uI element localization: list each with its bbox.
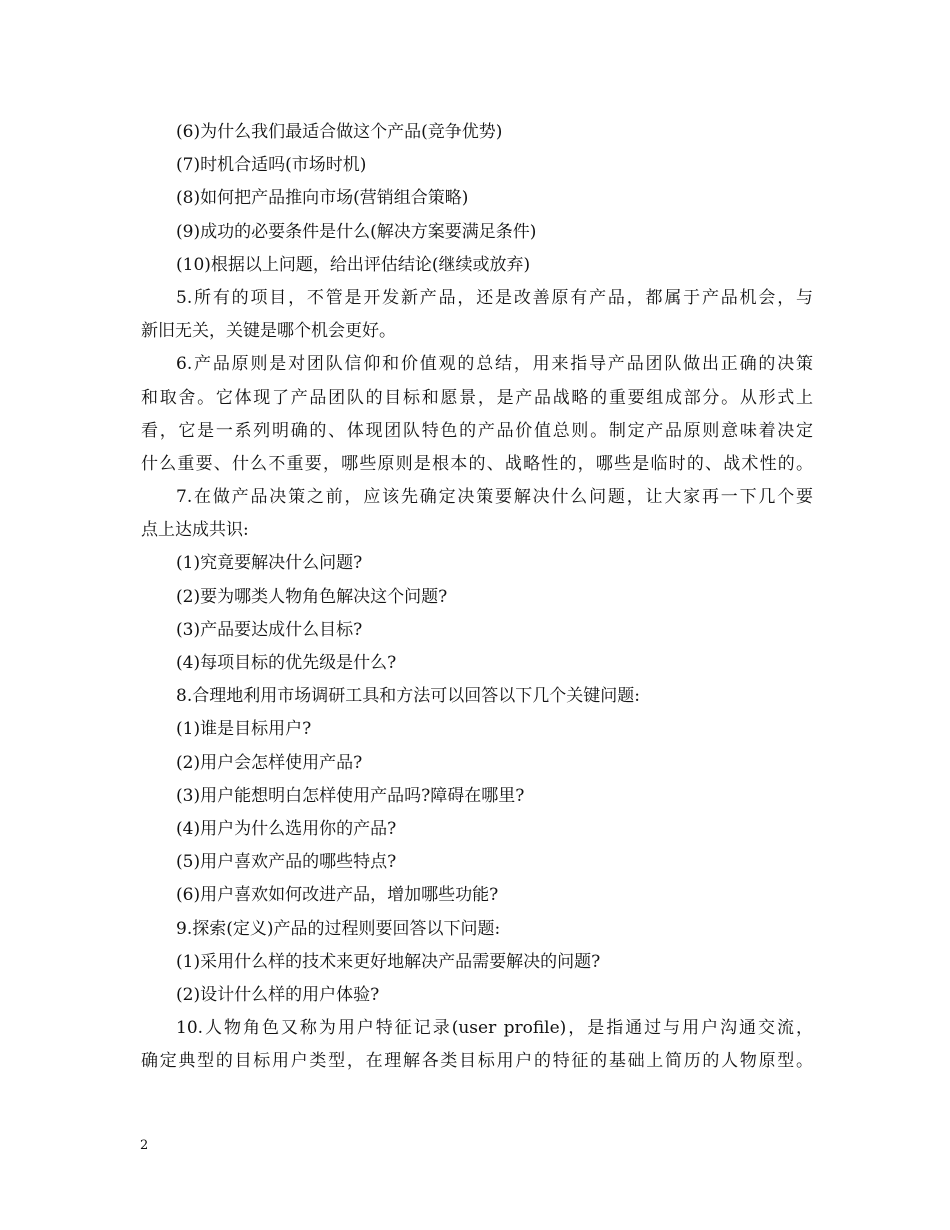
paragraph-line: 10.人物角色又称为用户特征记录(user profile)，是指通过与用户沟通交流， <box>176 1018 813 1039</box>
list-item: (9)成功的必要条件是什么(解决方案要满足条件) <box>176 221 537 242</box>
list-item: (1)究竟要解决什么问题? <box>176 553 363 574</box>
list-item: (1)采用什么样的技术来更好地解决产品需要解决的问题? <box>176 951 601 972</box>
list-item: (2)设计什么样的用户体验? <box>176 984 380 1005</box>
paragraph-line: 确定典型的目标用户类型，在理解各类目标用户的特征的基础上简历的人物原型。 <box>141 1051 813 1072</box>
list-item: (1)谁是目标用户? <box>176 719 312 740</box>
list-item: (6)为什么我们最适合做这个产品(竞争优势) <box>176 122 503 142</box>
paragraph-line: 看，它是一系列明确的、体现团队特色的产品价值总则。制定产品原则意味着决定 <box>141 420 813 441</box>
list-item: (2)要为哪类人物角色解决这个问题? <box>176 586 448 607</box>
list-item: (6)用户喜欢如何改进产品，增加哪些功能? <box>176 885 499 906</box>
list-item: (4)用户为什么选用你的产品? <box>176 818 397 839</box>
paragraph-line: 8.合理地利用市场调研工具和方法可以回答以下几个关键问题: <box>176 686 640 707</box>
paragraph-line: 和取舍。它体现了产品团队的目标和愿景，是产品战略的重要组成部分。从形式上 <box>141 387 813 408</box>
list-item: (4)每项目标的优先级是什么? <box>176 653 397 673</box>
list-item: (2)用户会怎样使用产品? <box>176 752 363 773</box>
list-item: (10)根据以上问题，给出评估结论(继续或放弃) <box>176 254 531 275</box>
list-item: (5)用户喜欢产品的哪些特点? <box>176 852 397 873</box>
document-body <box>141 116 813 1078</box>
paragraph-line: 点上达成共识: <box>141 520 249 541</box>
paragraph-line: 新旧无关，关键是哪个机会更好。 <box>141 321 396 342</box>
list-item: (3)用户能想明白怎样使用产品吗?障碍在哪里? <box>176 785 525 806</box>
paragraph-line: 6.产品原则是对团队信仰和价值观的总结，用来指导产品团队做出正确的决策 <box>176 354 813 375</box>
paragraph-line: 9.探索(定义)产品的过程则要回答以下问题: <box>176 918 501 939</box>
paragraph-line: 7.在做产品决策之前，应该先确定决策要解决什么问题，让大家再一下几个要 <box>176 487 813 508</box>
list-item: (3)产品要达成什么目标? <box>176 619 363 640</box>
paragraph-line: 5.所有的项目，不管是开发新产品，还是改善原有产品，都属于产品机会，与 <box>176 287 813 308</box>
list-item: (7)时机合适吗(市场时机) <box>176 155 367 176</box>
list-item: (8)如何把产品推向市场(营销组合策略) <box>176 188 469 209</box>
page-number: 2 <box>140 1138 149 1153</box>
paragraph-line: 什么重要、什么不重要，哪些原则是根本的、战略性的，哪些是临时的、战术性的。 <box>141 453 813 474</box>
